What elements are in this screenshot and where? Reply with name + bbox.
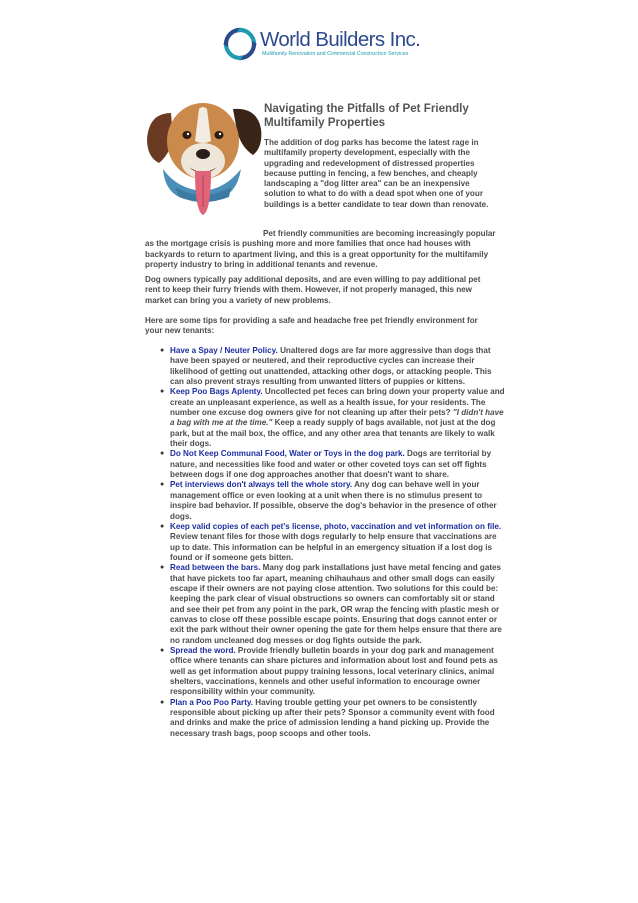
tip-text: Uncollected pet feces can bring down your property value and create an unpleasant experience, as well as a health issue, for your residents. The number one excuse dog owners give for not cleaning up after their pets? xyxy=(170,387,505,418)
bullet-icon: ● xyxy=(160,450,165,458)
tip-heading: Do Not Keep Communal Food, Water or Toys in the dog park. xyxy=(170,449,405,459)
bullet-icon: ● xyxy=(160,646,165,654)
tip-text: Keep a ready supply of bags available, not just at the dog park, but at the mail box, the office, and any other area that tenants are likely to walk their dogs. xyxy=(170,418,496,449)
brand-tagline: Multifamily Renovation and Commercial Construction Services xyxy=(262,51,409,57)
bullet-icon: ● xyxy=(160,698,165,706)
tip-text: Unaltered dogs are far more aggressive than dogs that have been spayed or neutered, and their reproductive cycles can increase their likelihood of getting out unattended, attacking other dogs, or attacking people. This can also prevent strays resulting from unwanted litters of puppies or kittens. xyxy=(170,346,492,387)
tip-heading: Read between the bars. xyxy=(170,563,261,573)
list-item xyxy=(160,480,506,521)
brand-name: World Builders Inc. xyxy=(260,28,421,51)
logo-emblem-icon xyxy=(222,26,258,62)
tip-heading: Spread the word. xyxy=(170,645,236,655)
company-logo xyxy=(222,26,422,62)
tip-heading: Pet interviews don't always tell the whole story. xyxy=(170,480,353,490)
list-item xyxy=(160,645,506,698)
bullet-icon: ● xyxy=(160,347,165,354)
tip-text: Provide friendly bulletin boards in your dog park and management office where tenants can share pictures and information about lost and found pets as well as get information about puppy training lessons, local veterinary clinics, animal shelters, vaccinations, kennels and other useful information to encourage owner responsibility within your community. xyxy=(170,645,498,697)
list-item xyxy=(160,387,506,449)
tip-heading: Keep valid copies of each pet's license, photo, vaccination and vet information on file. xyxy=(170,521,502,531)
tip-text: Having trouble getting your pet owners to be consistently responsible about picking up after their pets? Sponsor a community event with food and drinks and make the price of admission lending a hand picking up. Provide the necessary trash bags, poop scoops and other tools. xyxy=(170,697,495,738)
list-item xyxy=(160,346,506,387)
list-item xyxy=(160,697,506,739)
bullet-icon: ● xyxy=(160,522,165,530)
list-item xyxy=(160,521,506,563)
dog-photo xyxy=(145,99,265,227)
tip-heading: Plan a Poo Poo Party. xyxy=(170,697,254,707)
list-item xyxy=(160,563,506,646)
paragraph-tips-intro: Here are some tips for providing a safe and headache free pet friendly environment for your new tenants: xyxy=(145,316,478,336)
tip-text: Dogs are territorial by nature, and necessities like food and water or other coveted toys can set off fights between dogs if one dog approaches another that doesn't want to share. xyxy=(170,449,492,480)
tip-text: Any dog can behave well in your management office or even looking at a unit when there is no stimulus present to inspire bad behavior. If possible, observe the dog's behavior in the presence of other dogs. xyxy=(170,480,497,521)
article-title: Navigating the Pitfalls of Pet Friendly Multifamily Properties xyxy=(264,102,469,129)
paragraph-pet-friendly: Pet friendly communities are becoming increasingly popular as the mortgage crisis is pushing more and more families that once had houses with backyards to return to apartment living, and this is a great opportunity for the multifamily property industry to bring in additional tenants and revenue. xyxy=(145,229,496,269)
tip-heading: Keep Poo Bags Aplenty. xyxy=(170,387,263,397)
intro-paragraph: The addition of dog parks has become the latest rage in multifamily property development, especially with the upgrading and redevelopment of distressed properties because putting in fencing, a few benches, and cheaply landscaping a "dog litter area" can be an inexpensive solution to what to do with a dead spot when one of your buildings is a better candidate to tear down than renovate. xyxy=(264,138,489,209)
bullet-icon: ● xyxy=(160,481,165,489)
tip-text: Review tenant files for those with dogs regularly to help ensure that vaccinations are up to date. This information can be helpful in an emergency situation if a lost dog is found or if someone gets bitten. xyxy=(170,532,497,562)
tips-list xyxy=(160,346,506,739)
bullet-icon: ● xyxy=(160,388,165,396)
tip-heading: Have a Spay / Neuter Policy. xyxy=(170,346,278,355)
list-item xyxy=(160,449,506,480)
tip-quote: "I didn't have a bag with me at the time." xyxy=(170,408,504,428)
tip-text: Many dog park installations just have metal fencing and gates that have pickets too far apart, meaning chihauhaus and other small dogs can easily escape if their owners are not paying close attention. Two solutions for this could be: keeping the park clear of visual obstructions so owners can comfortably sit or stand and see their pet from any point in the park, OR wrap the fencing with plastic mesh or canvas to close off these possible escape points. Ensuring that dogs cannot enter or exit the park without their owner opening the gate for them helps ensure that there are no random uncleaned dog messes or dog fights outside the park. xyxy=(170,563,502,645)
paragraph-dog-owners: Dog owners typically pay additional deposits, and are even willing to pay additional pet rent to keep their furry friends with them. However, if not properly managed, this new market can bring you a variety of new problems. xyxy=(145,275,481,305)
bullet-icon: ● xyxy=(160,564,165,572)
